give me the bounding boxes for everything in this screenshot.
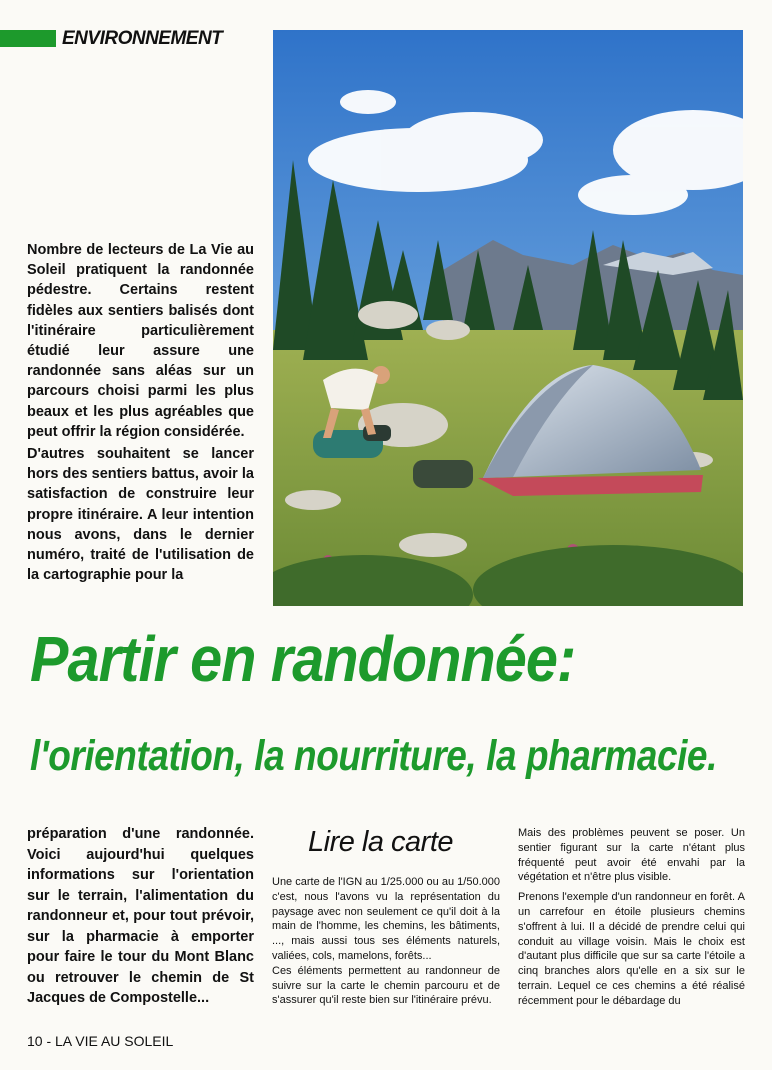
mountain-camp-illustration: [273, 30, 743, 606]
section-heading: Lire la carte: [308, 826, 454, 858]
section-label: ENVIRONNEMENT: [62, 28, 223, 49]
camping-photo: [273, 30, 743, 606]
section-color-bar: [0, 30, 56, 47]
intro-paragraph-1: Nombre de lecteurs de La Vie au Soleil pratiquent la randonnée pédestre. Certains restent fidèles aux sentiers balisés dont l'itinéraire particulièrement étudié leur assure une randonnée sans aléas sur un parcours choisi parmi les plus beaux et les plus agréables que peut offrir la région considérée.: [27, 242, 254, 440]
column-3-paragraph-2: Prenons l'exemple d'un randonneur en forêt. A un carrefour en étoile plusieurs chemins s'offrent à lui. Il a décidé de prendre celui qui conduit au village voisin. Mais le choix est d'autant plus difficile que sur sa carte l'étoile a cinq branches alors qu'elle en a six sur le terrain. Lequel ce ces chemins a été réalisé récemment pour le débardage du: [518, 891, 745, 1007]
article-column-3: [518, 826, 745, 1014]
column-2-paragraph-2: Ces éléments permettent au randonneur de suivre sur la carte le chemin parcouru et de s'assurer qu'il reste bien sur l'itinéraire prévu.: [272, 964, 500, 1007]
article-column-1: [27, 824, 254, 1009]
article-title: Partir en randonnée:: [30, 623, 576, 695]
article-subtitle: l'orientation, la nourriture, la pharmacie.: [30, 732, 717, 780]
article-column-2: [272, 875, 500, 1008]
column-1-text: préparation d'une randonnée. Voici aujourd'hui quelques informations sur l'orientation sur le terrain, l'alimentation du randonneur et, pour tout prévoir, sur la pharmacie à emporter pour faire le tour du Mont Blanc ou retrouver le chemin de St Jacques de Compostelle...: [27, 826, 254, 1006]
column-2-paragraph-1: Une carte de l'IGN au 1/25.000 ou au 1/50.000 c'est, nous l'avons vu la représentation du paysage avec non seulement ce qu'il doit à la main de l'homme, les chemins, les bâtiments, ..., mais aussi tous ses éléments naturels, valiées, cols, mamelons, forêts...: [272, 876, 500, 962]
intro-paragraph-2: D'autres souhaitent se lancer hors des sentiers battus, avoir la satisfaction de construire leur propre itinéraire. A leur intention nous avons, dans le dernier numéro, traité de l'utilisation de la cartographie pour la: [27, 446, 254, 584]
intro-text: [27, 240, 254, 585]
page-footer: 10 - LA VIE AU SOLEIL: [27, 1033, 174, 1049]
column-3-paragraph-1: Mais des problèmes peuvent se poser. Un sentier figurant sur la carte n'étant plus fréquenté peut avoir été envahi par la végétation et n'être plus visible.: [518, 827, 745, 884]
